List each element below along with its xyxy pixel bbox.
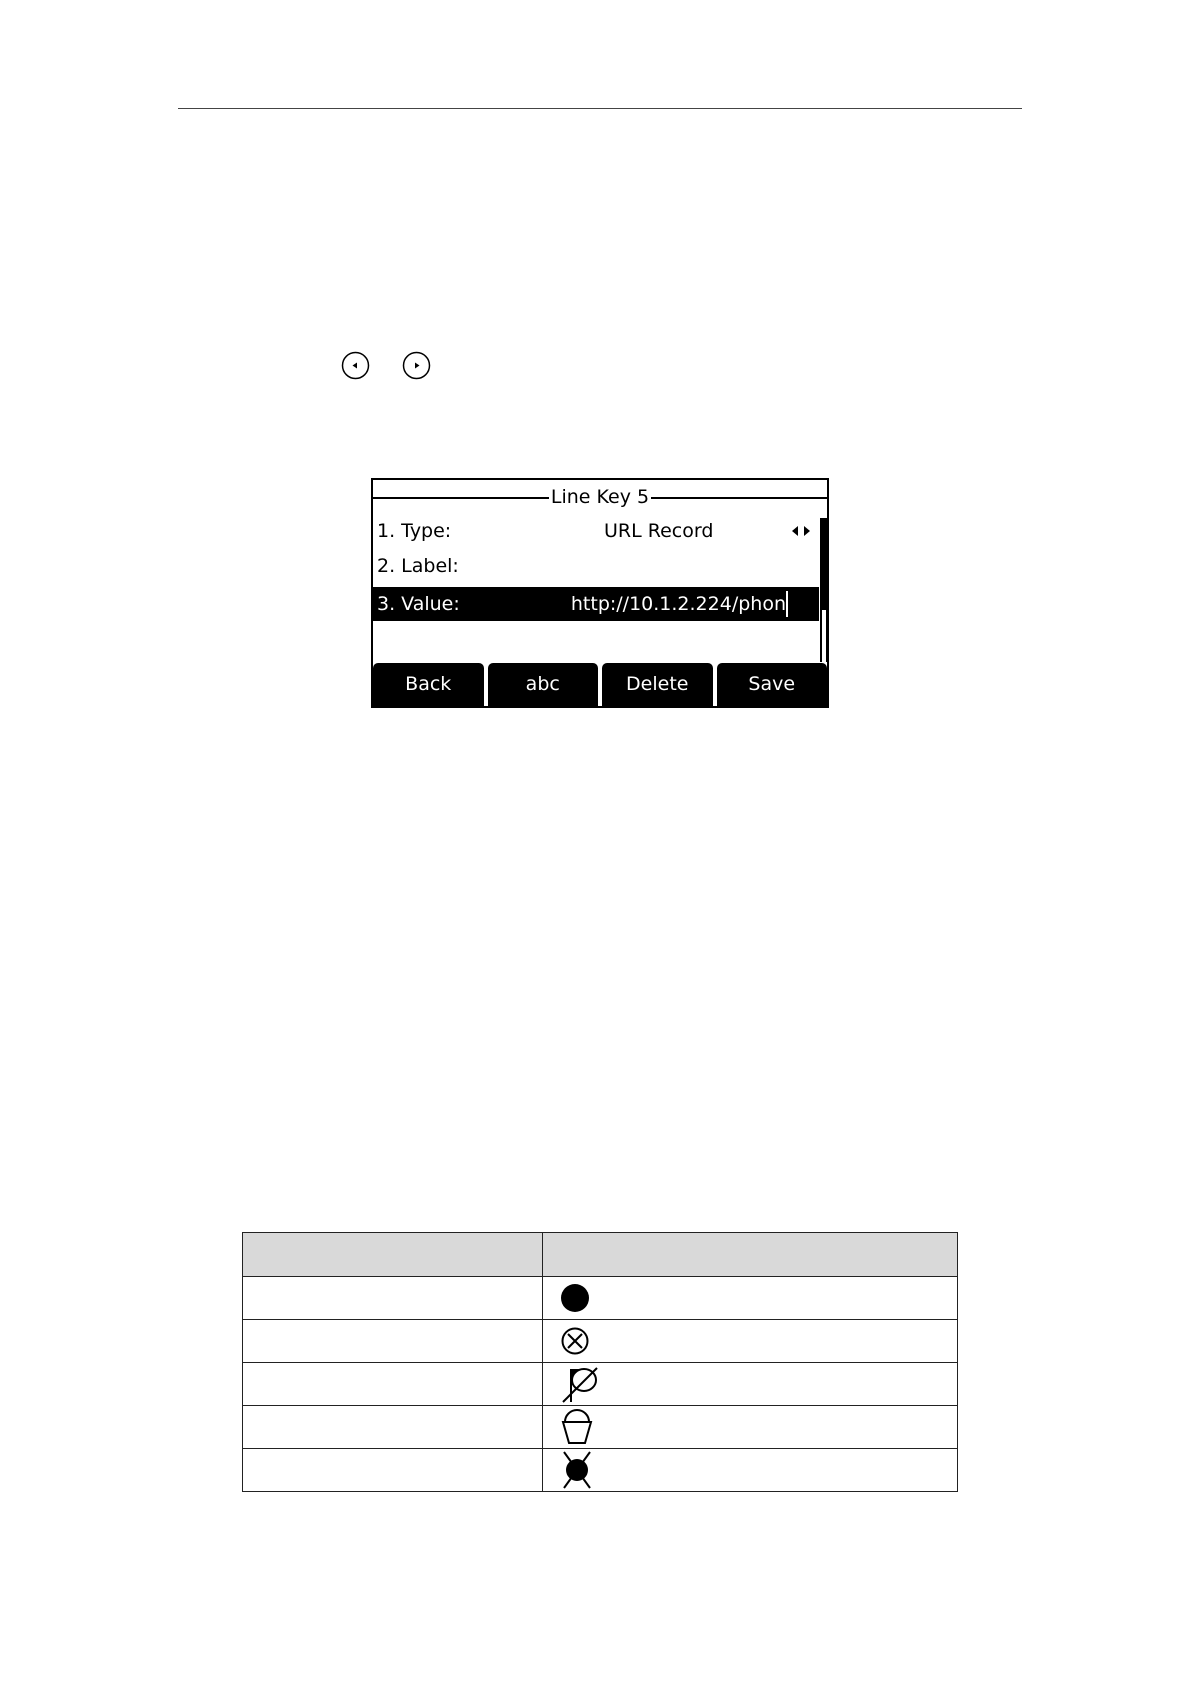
table-header-cell [542,1233,957,1277]
back-softkey[interactable]: Back [373,663,484,706]
delete-softkey[interactable]: Delete [602,663,713,706]
table-cell-label [243,1363,543,1406]
table-header-row [243,1233,958,1277]
value-field-input[interactable]: http://10.1.2.224/phon [570,593,786,615]
scrollbar-thumb[interactable] [822,518,826,610]
type-field-row[interactable] [373,515,823,547]
type-field-value[interactable]: URL Record [604,520,714,542]
input-mode-softkey[interactable]: abc [488,663,599,706]
table-row [243,1320,958,1363]
table-cell-label [243,1449,543,1492]
crossed-filled-circle-icon [559,1450,595,1490]
pentagon-cup-icon [559,1408,595,1446]
screen-title-bar [373,484,827,510]
page-header-rule [178,108,1022,109]
table-row [243,1363,958,1406]
table-cell-icon [542,1363,957,1406]
table-row [243,1406,958,1449]
table-cell-label [243,1406,543,1449]
table-cell-label [243,1277,543,1320]
table-row [243,1277,958,1320]
indicator-legend-table [242,1232,958,1492]
left-right-arrows-icon [791,525,811,537]
table-cell-icon [542,1277,957,1320]
table-cell-icon [542,1449,957,1492]
label-field-row[interactable] [373,550,823,582]
table-row [243,1449,958,1492]
slashed-circle-flag-icon [559,1365,603,1403]
screen-title: Line Key 5 [550,486,650,508]
softkey-bar [373,663,827,706]
type-field-label: 1. Type: [377,520,452,542]
label-field-label: 2. Label: [377,555,459,577]
right-navigation-key-icon [402,351,431,380]
table-cell-icon [542,1320,957,1363]
filled-circle-icon [559,1282,591,1314]
left-navigation-key-icon [341,351,370,380]
value-field-label: 3. Value: [377,593,460,615]
circle-x-icon [559,1325,591,1357]
save-softkey[interactable]: Save [717,663,828,706]
value-field-row[interactable] [373,587,819,621]
table-cell-icon [542,1406,957,1449]
text-cursor [786,591,788,617]
table-header-cell [243,1233,543,1277]
table-cell-label [243,1320,543,1363]
phone-lcd-screen [371,478,829,708]
